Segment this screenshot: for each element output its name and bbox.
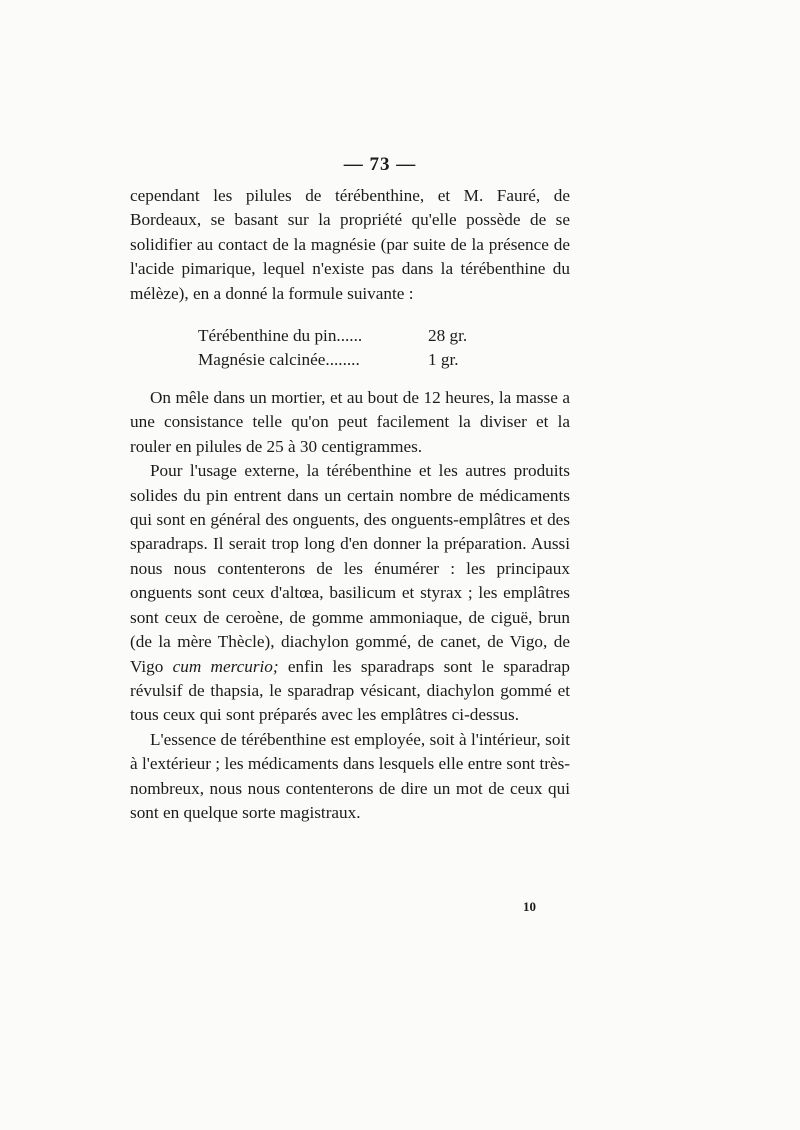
body-text — [130, 184, 570, 825]
paragraph-4: L'essence de térébenthine est employée, soit à l'intérieur, soit à l'extérieur ; les médicaments dans lesquels elle entre sont très-nombreux, nous nous contenterons de dire un mot de ceux qui sont en quelque sorte magistraux. — [130, 729, 570, 822]
signature-mark: 10 — [523, 899, 536, 914]
paragraph-3-text-a: Pour l'usage externe, la térébenthine et les autres produits solides du pin entrent dans un certain nombre de médicaments qui sont en général des onguents, des onguents-emplâtres et des sparadraps. Il serait trop long d'en donner la préparation. Aussi nous nous contenterons de les énumérer : les principaux onguents sont ceux d'altœa, basilicum et styrax ; les emplâtres sont ceux de ceroène, de gomme ammoniaque, de ciguë, brun (de la mère Thècle), diachylon gommé, de canet, de Vigo, de Vigo — [130, 461, 570, 676]
paragraph-2: On mêle dans un mortier, et au bout de 12 heures, la masse a une consistance telle qu'on peut facilement la diviser et la rouler en pilules de 25 à 30 centigrammes. — [130, 388, 570, 456]
formula-table — [130, 324, 570, 372]
paragraph-3 — [130, 459, 570, 727]
formula-amount: 28 gr. — [428, 326, 468, 346]
formula-ingredient: Magnésie calcinée........ — [198, 350, 360, 370]
paragraph-3-latin-italic: cum mercurio; — [172, 656, 279, 676]
paragraph-1: cependant les pilules de térébenthine, et M. Fauré, de Bordeaux, se basant sur la propriété qu'elle possède de se solidifier au contact de la magnésie (par suite de la présence de l'acide pimarique, lequel n'existe pas dans la térébenthine du mélèze), en a donné la formule suivante : — [130, 186, 570, 303]
formula-ingredient: Térébenthine du pin...... — [198, 326, 363, 346]
formula-row — [198, 348, 488, 372]
paragraph-3-text-b: enfin les sparadraps sont le sparadrap révulsif de thapsia, le sparadrap vésicant, diachylon gommé et tous ceux qui sont préparés avec les emplâtres ci-dessus. — [130, 656, 571, 725]
page-number: — 73 — — [343, 154, 417, 175]
formula-amount: 1 gr. — [428, 350, 459, 370]
formula-row — [198, 324, 488, 348]
